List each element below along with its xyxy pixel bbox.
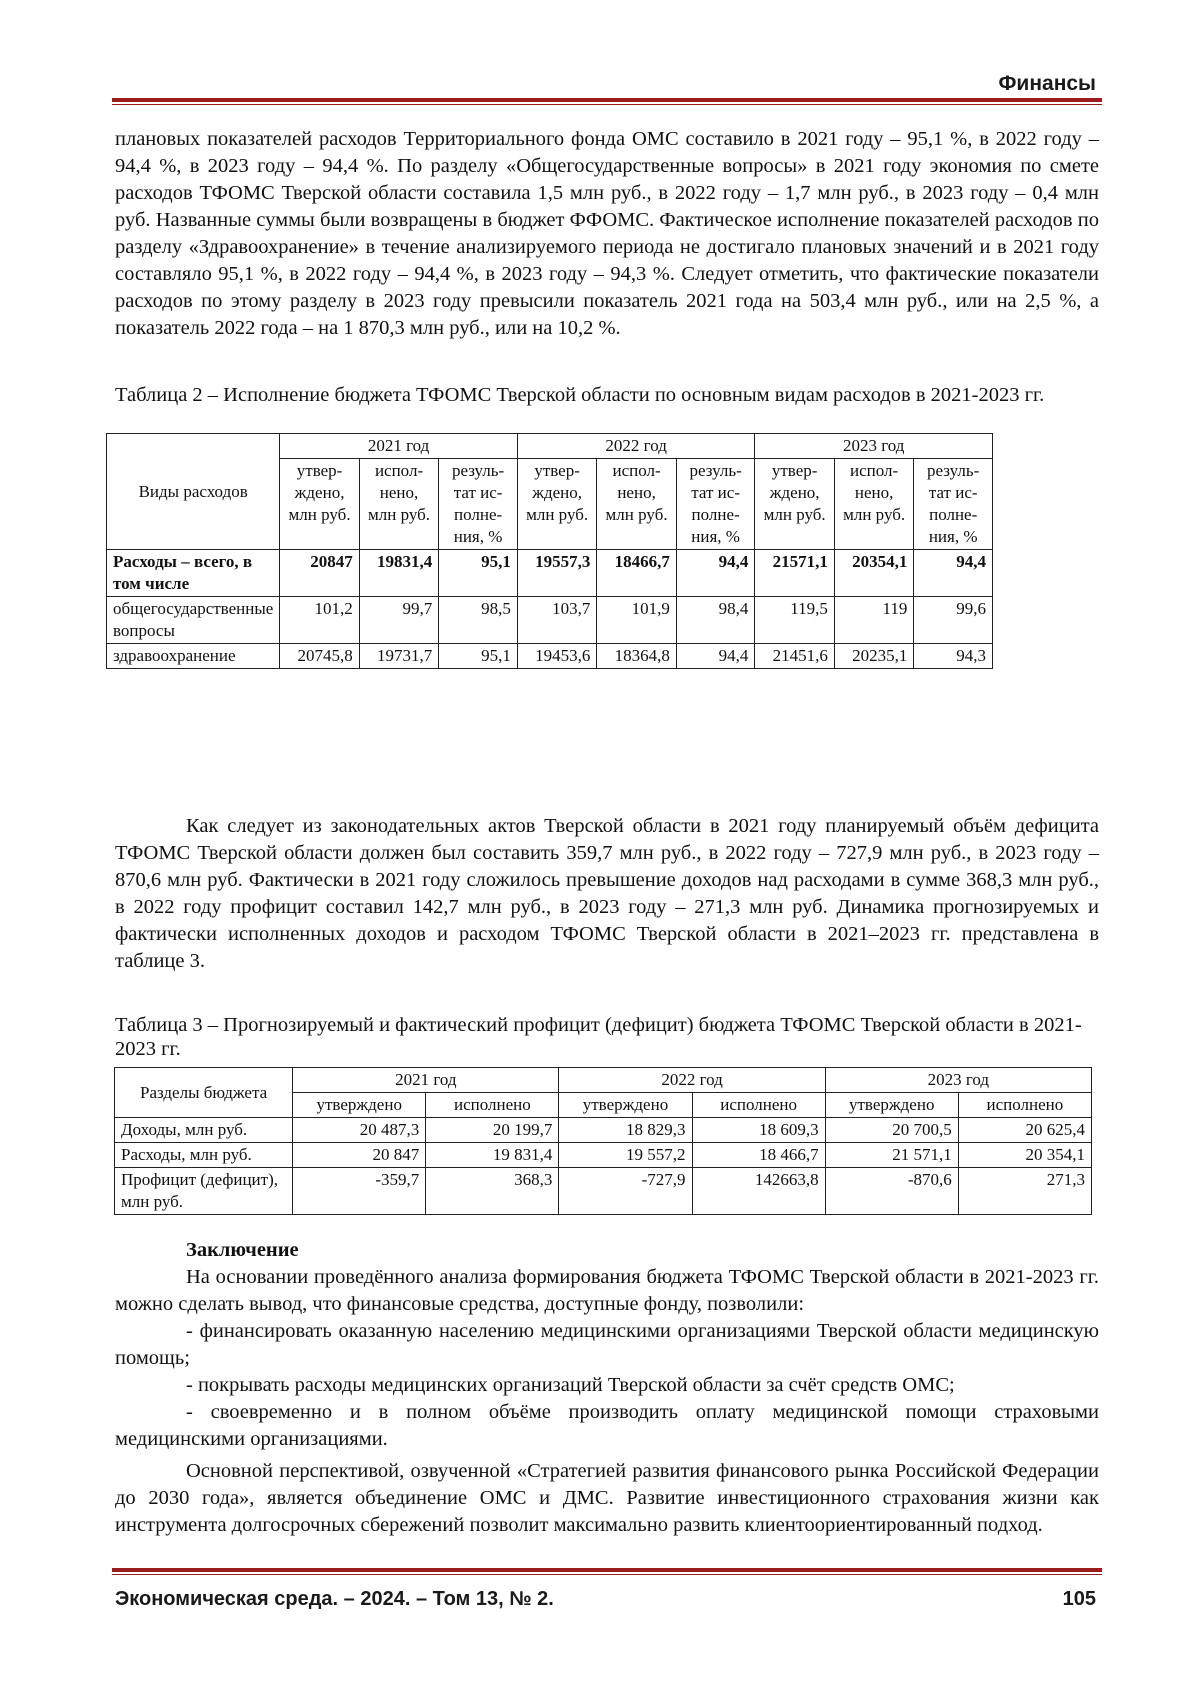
table2-cell: 98,4 — [676, 597, 755, 644]
table2-row-health — [107, 644, 993, 669]
table2-cell: 21571,1 — [755, 550, 834, 597]
table3-caption: Таблица 3 – Прогнозируемый и фактический профицит (дефицит) бюджета ТФОМС Тверской области в 2021-2023 гг. — [115, 1014, 1082, 1060]
conclusion-title: Заключение — [186, 1239, 299, 1261]
table3-subheader: утверждено — [559, 1093, 692, 1118]
table3-subheader: исполнено — [958, 1093, 1091, 1118]
table2-cell: 95,1 — [439, 550, 518, 597]
table3-cell: 20 847 — [293, 1143, 426, 1168]
table2-cell: 18466,7 — [597, 550, 676, 597]
table3-cell: 20 700,5 — [825, 1118, 958, 1143]
table3-cell: 18 609,3 — [692, 1118, 825, 1143]
table2-subheader: испол-нено, млн руб. — [834, 459, 913, 550]
table2-year: 2023 год — [755, 434, 993, 459]
table2-cell: 19453,6 — [517, 644, 596, 669]
table2-cell: 101,9 — [597, 597, 676, 644]
table2-cell: 99,6 — [914, 597, 993, 644]
table3-cell: 20 487,3 — [293, 1118, 426, 1143]
table3-row-label: Профицит (дефицит), млн руб. — [115, 1168, 293, 1215]
table2-subheader: испол-нено, млн руб. — [359, 459, 438, 550]
table3-cell: 19 557,2 — [559, 1143, 692, 1168]
table2-cell: 103,7 — [517, 597, 596, 644]
table2-cell: 19731,7 — [359, 644, 438, 669]
table2-cell: 98,5 — [439, 597, 518, 644]
body-text-top — [115, 126, 1099, 342]
page-number: 105 — [1062, 1588, 1096, 1610]
table2-row-header: Виды расходов — [107, 434, 280, 550]
table3-year: 2021 год — [293, 1068, 559, 1093]
table3-year: 2023 год — [825, 1068, 1091, 1093]
conclusion-bullet: - своевременно и в полном объёме производить оплату медицинской помощи страховыми медицинскими организациями. — [115, 1401, 1099, 1450]
table3-cell: 20 199,7 — [426, 1118, 559, 1143]
table3-cell: 142663,8 — [692, 1168, 825, 1215]
table3-cell: 19 831,4 — [426, 1143, 559, 1168]
table2-cell: 94,4 — [676, 644, 755, 669]
table3-year-row — [115, 1068, 1092, 1093]
paragraph-2: Как следует из законодательных актов Тверской области в 2021 году планируемый объём дефицита ТФОМС Тверской области должен был составить 359,7 млн руб., в 2022 году – 727,9 млн руб., в 2023 году – 870,6 млн руб. Фактически в 2021 году сложилось превышение доходов над расходами в сумме 368,3 млн руб., в 2022 году профицит составил 142,7 млн руб., в 2023 году – 271,3 млн руб. Динамика прогнозируемых и фактически исполненных доходов и расходом ТФОМС Тверской области в 2021–2023 гг. представлена в таблице 3. — [115, 815, 1099, 972]
table2-cell: 119 — [834, 597, 913, 644]
table2-subheader: резуль-тат ис-полне-ния, % — [914, 459, 993, 550]
table3-subheader: утверждено — [825, 1093, 958, 1118]
table3-row-income — [115, 1118, 1092, 1143]
table3-cell: -359,7 — [293, 1168, 426, 1215]
table2-cell: 21451,6 — [755, 644, 834, 669]
table2-year-row — [107, 434, 993, 459]
table2-cell: 20745,8 — [280, 644, 359, 669]
table2-cell: 94,4 — [914, 550, 993, 597]
table3-row-expenses — [115, 1143, 1092, 1168]
footer-rule — [112, 1568, 1102, 1575]
table3-row-surplus — [115, 1168, 1092, 1215]
table2-cell: 94,3 — [914, 644, 993, 669]
conclusion-section — [115, 1237, 1099, 1539]
table2-subheader: утвер-ждено, млн руб. — [517, 459, 596, 550]
table3-cell: 20 625,4 — [958, 1118, 1091, 1143]
table2-row-total — [107, 550, 993, 597]
table3-subheader: утверждено — [293, 1093, 426, 1118]
table2-cell: 20354,1 — [834, 550, 913, 597]
paragraph-1: плановых показателей расходов Территориального фонда ОМС составило в 2021 году – 95,1 %, в 2022 году – 94,4 %, в 2023 году – 94,4 %. По разделу «Общегосударственные вопросы» в 2021 году экономия по смете расходов ТФОМС Тверской области составила 1,5 млн руб., в 2022 году – 1,7 млн руб., в 2023 году – 0,4 млн руб. Названные суммы были возвращены в бюджет ФФОМС. Фактическое исполнение показателей расходов по разделу «Здравоохранение» в течение анализируемого периода не достигало плановых значений и в 2021 году составляло 95,1 %, в 2022 году – 94,4 %, в 2023 году – 94,3 %. Следует отметить, что фактические показатели расходов по этому разделу в 2023 году превысили показатель 2021 года на 503,4 млн руб., или на 2,5 %, а показатель 2022 года – на 1 870,3 млн руб., или на 10,2 %. — [115, 128, 1099, 339]
table2-subheader: резуль-тат ис-полне-ния, % — [439, 459, 518, 550]
table-3 — [114, 1067, 1092, 1215]
table2-cell: 101,2 — [280, 597, 359, 644]
section-title: Финансы — [998, 72, 1096, 95]
table3-row-header: Разделы бюджета — [115, 1068, 293, 1118]
table2-year: 2021 год — [280, 434, 518, 459]
table3-cell: 21 571,1 — [825, 1143, 958, 1168]
table3-cell: 18 466,7 — [692, 1143, 825, 1168]
table2-caption: Таблица 2 – Исполнение бюджета ТФОМС Тверской области по основным видам расходов в 2021-2023 гг. — [115, 384, 1045, 406]
table3-cell: -870,6 — [825, 1168, 958, 1215]
table2-row-label: Расходы – всего, в том числе — [107, 550, 280, 597]
table3-row-label: Расходы, млн руб. — [115, 1143, 293, 1168]
table2-cell: 95,1 — [439, 644, 518, 669]
table3-subheader: исполнено — [426, 1093, 559, 1118]
table3-cell: 368,3 — [426, 1168, 559, 1215]
table3-year: 2022 год — [559, 1068, 825, 1093]
table2-cell: 20847 — [280, 550, 359, 597]
table2-cell: 19557,3 — [517, 550, 596, 597]
table2-cell: 19831,4 — [359, 550, 438, 597]
conclusion-final: Основной перспективой, озвученной «Стратегией развития финансового рынка Российской Федерации до 2030 года», является объединение ОМС и ДМС. Развитие инвестиционного страхования жизни как инструмента долгосрочных сбережений позволит максимально развить клиентоориентированный подход. — [115, 1460, 1099, 1536]
table2-cell: 18364,8 — [597, 644, 676, 669]
table2-cell: 20235,1 — [834, 644, 913, 669]
body-text-middle — [115, 813, 1099, 975]
journal-citation: Экономическая среда. – 2024. – Том 13, № 2. — [115, 1588, 554, 1610]
table2-cell: 99,7 — [359, 597, 438, 644]
table3-cell: -727,9 — [559, 1168, 692, 1215]
table2-subheader: резуль-тат ис-полне-ния, % — [676, 459, 755, 550]
conclusion-bullet: - покрывать расходы медицинских организаций Тверской области за счёт средств ОМС; — [186, 1374, 955, 1396]
table2-subheader: утвер-ждено, млн руб. — [755, 459, 834, 550]
table2-row-label: здравоохранение — [107, 644, 280, 669]
table3-row-label: Доходы, млн руб. — [115, 1118, 293, 1143]
table2-year: 2022 год — [517, 434, 755, 459]
table2-cell: 119,5 — [755, 597, 834, 644]
conclusion-bullet: - финансировать оказанную населению медицинскими организациями Тверской области медицинскую помощь; — [115, 1320, 1099, 1369]
table2-subheader: испол-нено, млн руб. — [597, 459, 676, 550]
table2-row-general — [107, 597, 993, 644]
table-2 — [106, 433, 993, 669]
conclusion-intro: На основании проведённого анализа формирования бюджета ТФОМС Тверской области в 2021-2023 гг. можно сделать вывод, что финансовые средства, доступные фонду, позволили: — [115, 1266, 1099, 1315]
table2-subheader: утвер-ждено, млн руб. — [280, 459, 359, 550]
table3-cell: 20 354,1 — [958, 1143, 1091, 1168]
table3-cell: 18 829,3 — [559, 1118, 692, 1143]
table2-row-label: общегосударственные вопросы — [107, 597, 280, 644]
table2-cell: 94,4 — [676, 550, 755, 597]
table3-cell: 271,3 — [958, 1168, 1091, 1215]
header-rule — [112, 98, 1102, 105]
table3-subheader: исполнено — [692, 1093, 825, 1118]
